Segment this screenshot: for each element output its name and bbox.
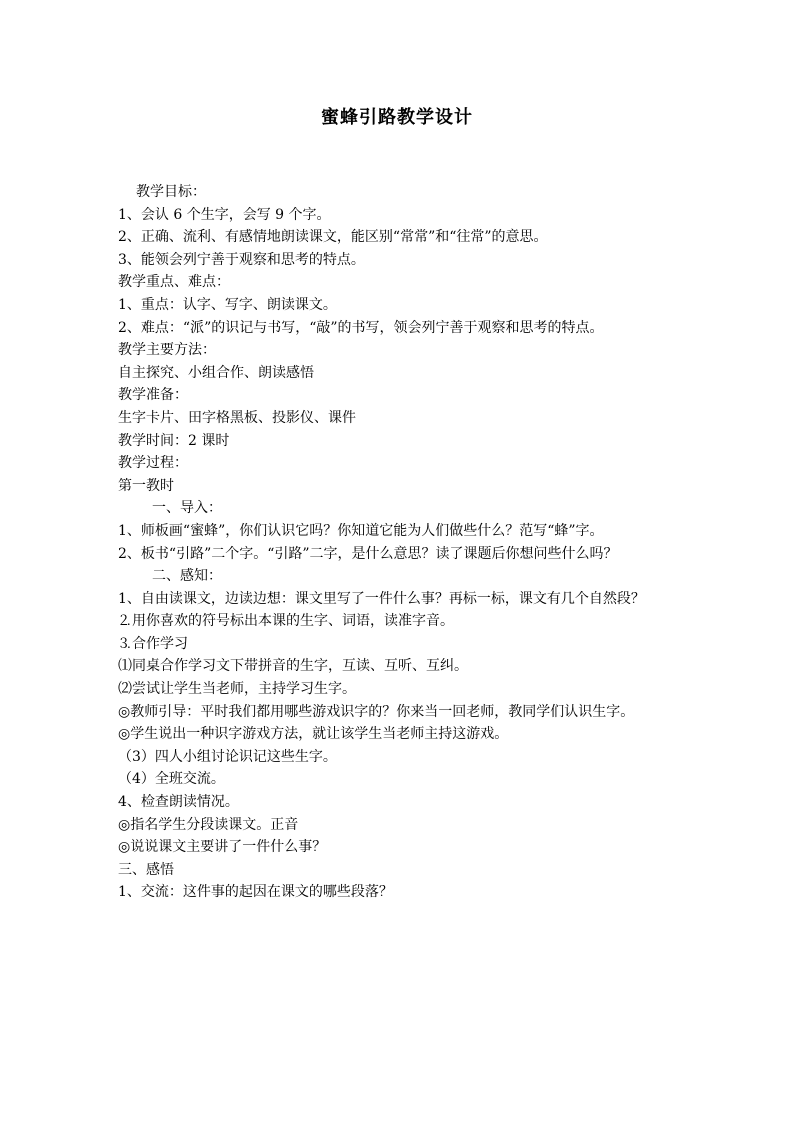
key-point-item: 1、重点：认字、写字、朗读课文。 xyxy=(118,296,337,313)
sub-step-item: ⑵尝试让学生当老师，主持学习生字。 xyxy=(118,681,356,698)
lesson-heading: 第一教时 xyxy=(118,477,174,494)
bullet-item: ◎说说课文主要讲了一件什么事？ xyxy=(118,839,327,856)
objective-item: 1、会认 6 个生字，会写 9 个字。 xyxy=(118,206,331,223)
step-item: 1、交流：这件事的起因在课文的哪些段落？ xyxy=(118,884,393,901)
bullet-item: ◎指名学生分段读课文。正音 xyxy=(118,816,299,833)
step-heading-comprehension: 三、感悟 xyxy=(118,861,174,878)
step-heading-perception: 二、感知： xyxy=(152,568,222,585)
sub-step-item: （4）全班交流。 xyxy=(118,771,225,788)
objective-item: 3、能领会列宁善于观察和思考的特点。 xyxy=(118,251,365,268)
section-heading-process: 教学过程： xyxy=(118,455,188,472)
sub-step-item: ⑴同桌合作学习文下带拼音的生字，互读、互听、互纠。 xyxy=(118,658,468,675)
step-item: 4、检查朗读情况。 xyxy=(118,794,239,811)
document-body xyxy=(118,181,678,904)
step-item: 2、板书“引路”二个字。“引路”二字，是什么意思？读了课题后你想问些什么吗？ xyxy=(118,545,618,562)
preparation-text: 生字卡片、田字格黑板、投影仪、课件 xyxy=(118,409,356,426)
bullet-item: ◎学生说出一种识字游戏方法，就让该学生当老师主持这游戏。 xyxy=(118,726,509,743)
step-item: 1、自由读课文，边读边想：课文里写了一件什么事？再标一标，课文有几个自然段？ xyxy=(118,590,645,607)
section-heading-key-points: 教学重点、难点： xyxy=(118,274,230,291)
page-title: 蜜蜂引路教学设计 xyxy=(321,107,473,128)
section-heading-preparation: 教学准备： xyxy=(118,387,188,404)
objective-item: 2、正确、流利、有感情地朗读课文，能区别“常常”和“往常”的意思。 xyxy=(118,229,548,246)
section-heading-objectives: 教学目标： xyxy=(136,184,206,200)
teaching-time: 教学时间：2 课时 xyxy=(118,432,230,449)
sub-step-item: （3）四人小组讨论识记这些生字。 xyxy=(118,748,337,765)
key-point-item: 2、难点：“派”的识记与书写，“敲”的书写，领会列宁善于观察和思考的特点。 xyxy=(118,319,604,336)
step-item: 1、师板画“蜜蜂”，你们认识它吗？你知道它能为人们做些什么？范写“蜂”字。 xyxy=(118,522,604,539)
step-item: ⒉用你喜欢的符号标出本课的生字、词语，读准字音。 xyxy=(118,613,454,630)
bullet-item: ◎教师引导：平时我们都用哪些游戏识字的？你来当一回老师，教同学们认识生字。 xyxy=(118,703,635,720)
section-heading-methods: 教学主要方法： xyxy=(118,342,216,359)
methods-text: 自主探究、小组合作、朗读感悟 xyxy=(118,364,314,381)
step-item: ⒊合作学习 xyxy=(118,635,188,652)
step-heading-intro: 一、导入： xyxy=(152,500,222,517)
